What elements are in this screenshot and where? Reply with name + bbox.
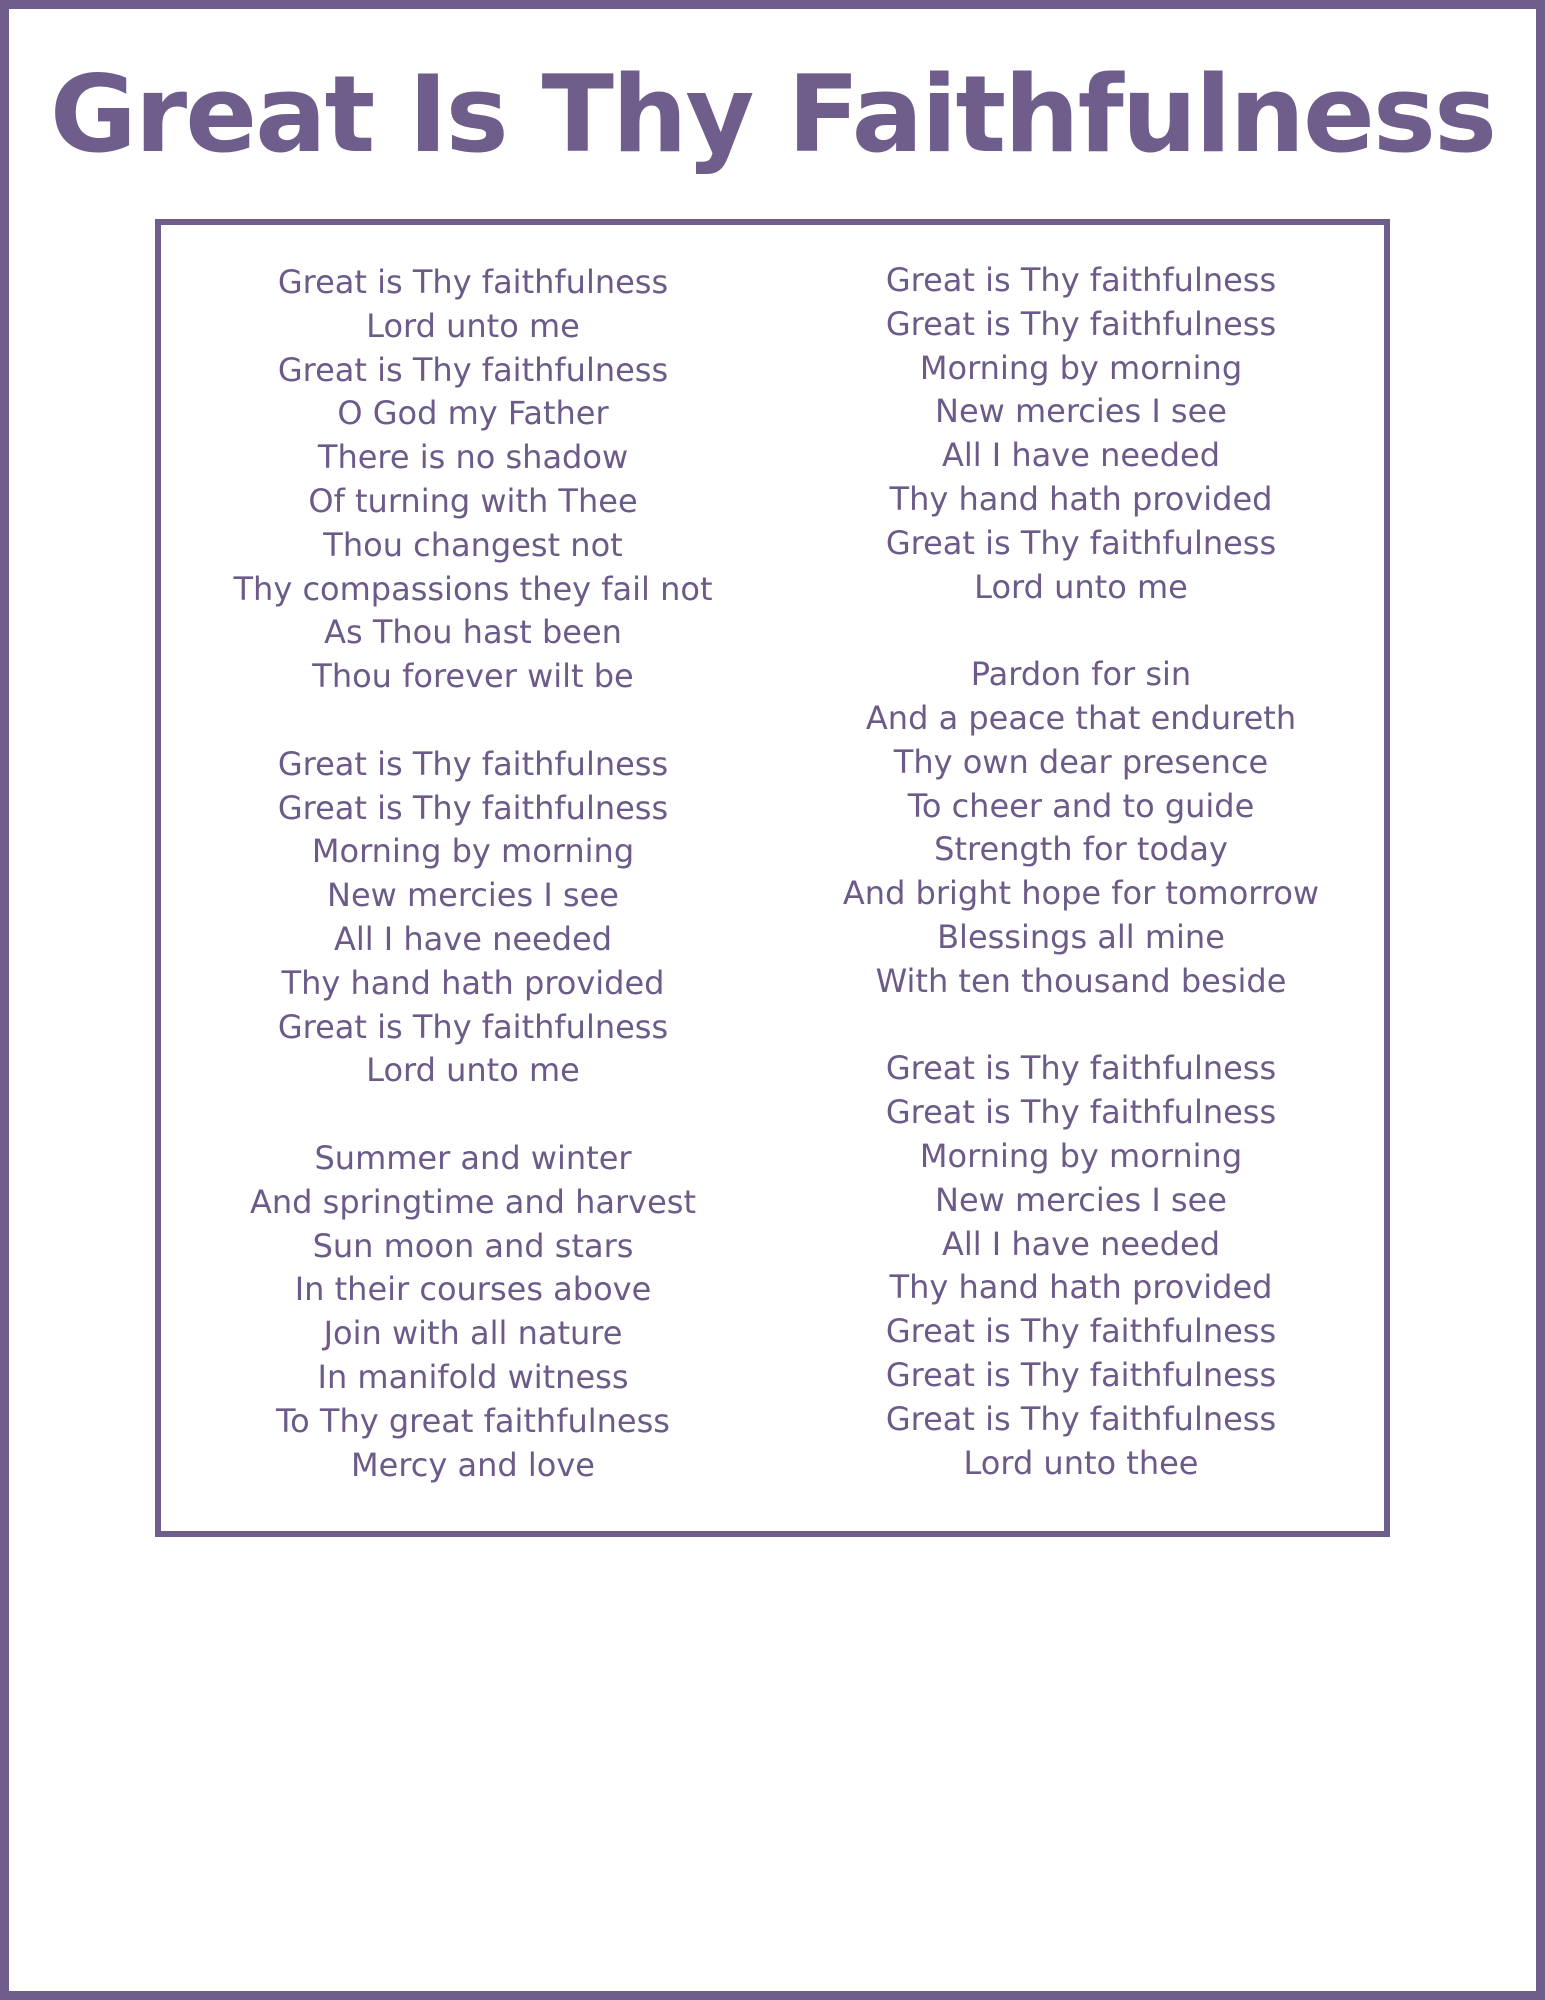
lyric-line: Great is Thy faithfulness <box>885 1312 1277 1351</box>
verse <box>193 743 753 1093</box>
lyric-line: Join with all nature <box>323 1314 623 1353</box>
lyric-line: Morning by morning <box>311 832 635 871</box>
lyric-line: Great is Thy faithfulness <box>277 350 669 389</box>
lyric-line: Great is Thy faithfulness <box>885 1049 1277 1088</box>
lyric-line: Sun moon and stars <box>312 1226 634 1265</box>
lyric-line: Morning by morning <box>919 1136 1243 1175</box>
lyric-line: Great is Thy faithfulness <box>277 788 669 827</box>
lyric-line: Pardon for sin <box>970 655 1192 694</box>
lyric-line: Great is Thy faithfulness <box>277 1007 669 1046</box>
lyric-line: Great is Thy faithfulness <box>277 744 669 783</box>
verse <box>193 261 753 699</box>
lyric-line: Great is Thy faithfulness <box>885 1399 1277 1438</box>
lyric-line: New mercies I see <box>327 876 619 915</box>
lyric-line: Great is Thy faithfulness <box>885 1355 1277 1394</box>
verse <box>801 1047 1361 1485</box>
lyrics-column-right <box>801 259 1361 1485</box>
lyric-line: In their courses above <box>294 1270 652 1309</box>
lyric-line: Thy own dear presence <box>893 742 1269 781</box>
lyric-line: Great is Thy faithfulness <box>885 304 1277 343</box>
lyrics-column-left <box>193 261 753 1487</box>
lyric-line: To Thy great faithfulness <box>276 1401 670 1440</box>
lyrics-box <box>155 219 1390 1537</box>
lyric-line: Great is Thy faithfulness <box>885 1093 1277 1132</box>
lyric-line: Lord unto thee <box>963 1443 1199 1482</box>
lyric-line: There is no shadow <box>317 438 629 477</box>
lyric-line: Summer and winter <box>314 1138 632 1177</box>
lyric-line: And bright hope for tomorrow <box>842 874 1320 913</box>
lyric-line: Of turning with Thee <box>308 481 638 520</box>
lyric-line: Thou changest not <box>323 525 623 564</box>
lyric-line: Morning by morning <box>919 348 1243 387</box>
lyric-line: Thy hand hath provided <box>281 963 665 1002</box>
lyric-line: Great is Thy faithfulness <box>885 523 1277 562</box>
lyric-line: Thy hand hath provided <box>889 479 1273 518</box>
verse <box>801 259 1361 609</box>
verse <box>801 653 1361 1003</box>
lyric-line: Thy compassions they fail not <box>233 569 713 608</box>
verse <box>193 1137 753 1487</box>
lyric-line: Strength for today <box>934 830 1228 869</box>
lyric-line: Blessings all mine <box>937 917 1225 956</box>
lyric-line: As Thou hast been <box>324 613 622 652</box>
lyric-line: Great is Thy faithfulness <box>885 261 1277 299</box>
lyric-line: Great is Thy faithfulness <box>277 263 669 301</box>
lyric-line: All I have needed <box>333 919 613 958</box>
lyric-line: Lord unto me <box>366 306 580 345</box>
lyric-line: Lord unto me <box>366 1051 580 1090</box>
lyric-line: To cheer and to guide <box>907 786 1255 825</box>
lyric-line: Lord unto me <box>974 567 1188 606</box>
lyric-line: New mercies I see <box>935 1180 1227 1219</box>
lyric-line: Thou forever wilt be <box>312 657 634 696</box>
lyric-line: Mercy and love <box>351 1445 595 1484</box>
lyric-line: Thy hand hath provided <box>889 1268 1273 1307</box>
lyric-line: And a peace that endureth <box>865 698 1297 737</box>
lyric-line: In manifold witness <box>317 1357 629 1396</box>
lyric-line: O God my Father <box>337 394 609 433</box>
lyric-line: With ten thousand beside <box>875 961 1287 1000</box>
page-title: Great Is Thy Faithfulness <box>49 53 1496 176</box>
lyric-line: And springtime and harvest <box>249 1182 696 1221</box>
lyric-line: All I have needed <box>941 436 1221 475</box>
lyric-line: New mercies I see <box>935 392 1227 431</box>
lyric-line: All I have needed <box>941 1224 1221 1263</box>
